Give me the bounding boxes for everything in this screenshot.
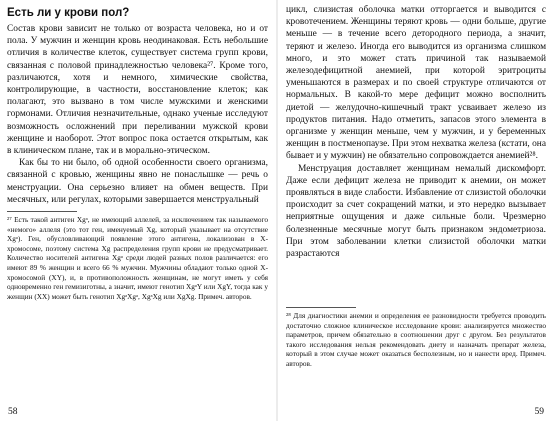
- left-page: [0, 0, 274, 421]
- right-page: [280, 0, 550, 421]
- right-paragraph-1: цикл, слизистая оболочка матки отторгается и выводится с кровотечением. Женщины теряют кровь — одни больше, другие меньше — в течение всего детородного периода, а значит, теряют и железо. Иногда его выводится из организма слишком много, и это может стать причиной так называемой железодефицитной анемией, при которой эритроциты уменьшаются в размерах и по своей структуре отличаются от нормальных. В какой-то мере дефицит можно восполнить диетой — желудочно-кишечный тракт усваивает железо из продуктов питания. Надо отметить, запасов этого элемента в организме у женщин меньше, чем у мужчин, и у беременных женщин в постменопаузе. При этом нехватка железа (кстати, она бывает и у мужчин) не обязательно сопровождается анемией²⁸.: [286, 5, 546, 162]
- chapter-heading: Есть ли у крови пол?: [7, 7, 130, 19]
- left-paragraph-1: Состав крови зависит не только от возраста человека, но и от пола. У мужчин и женщин кровь неодинаковая. Есть небольшие отличия в количестве клеток, существует система групп крови, связанная с половой принадлежностью человека²⁷. Кроме того, различаются, хотя и немного, химические свойства, контролирующие, в частности, восстановление клеток; как полагают, это вызвано в том числе мужскими и женскими гормонами. Отличия незначительные, однако ученые исследуют возможность осложнений при переливании мужской крови женщине и наоборот. Этот вопрос пока остается открытым, как в клиническом плане, так и в морально-этическом.: [7, 24, 268, 157]
- footnote-27: ²⁷ Есть такой антиген Xgᵃ, не имеющий аллелей, за исключением так называемого «немого» аллеля (это тот ген, именуемый Xg, который указывает на отсутствие Xgᵃ). Ген, обусловливающий появление этого антигена, локализован в X-хромосоме, поэтому система Xg распределения групп крови не предусматривает. Количество носителей антигена Xgᵃ среди людей разных полов различается: его имеют 89 % женщин и всего 66 % мужчин. Мужчины обладают только одной X-хромосомой (XY), и, в противоположность женщинам, не могут иметь у себя одновременно ген гемизиготны, а значит, имеют генотип XgᵃY или XgY, тогда как у женщин (XX) может быть генотип XgᵃXgᵃ, XgᵃXg или XgXg. Примеч. авторов.: [7, 215, 268, 301]
- footnote-28: ²⁸ Для диагностики анемии и определения ее разновидности требуется проводить достаточно сложное клиническое исследование крови: анализируется множество параметров, причем обязательно в соотношении друг с другом. Без результатов такого исследования нельзя рекомендовать диету и назначать препарат железа, который в этом случае может оказаться бесполезным, но и нанести вред. Примеч. авторов.: [286, 311, 546, 368]
- book-gutter: [276, 0, 278, 421]
- page-number-left: 58: [8, 407, 18, 417]
- footnote-divider: [7, 211, 77, 212]
- page-number-right: 59: [534, 407, 544, 417]
- right-footnote-block: [286, 302, 546, 369]
- footnote-divider: [286, 307, 356, 308]
- right-paragraph-2: Менструация доставляет женщинам немалый дискомфорт. Даже если дефицит железа не приводит к анемии, он может проявляться в виде слабости. Избавление от слизистой оболочки происходит за счет сокращений матки, и это нередко вызывает неприятные ощущения и даже сильные боли. Чрезмерно болезненные месячные могут быть признаком эндометриоза. При этом заболевании клетки слизистой оболочки матки разрастаются: [286, 163, 546, 260]
- left-paragraph-2: Как бы то ни было, об одной особенности своего организма, связанной с кровью, женщины явно не понаслышке — речь о менструации. Она серьезно влияет на обмен веществ. При месячных, или регулах, которыми завершается менструальный: [7, 158, 268, 205]
